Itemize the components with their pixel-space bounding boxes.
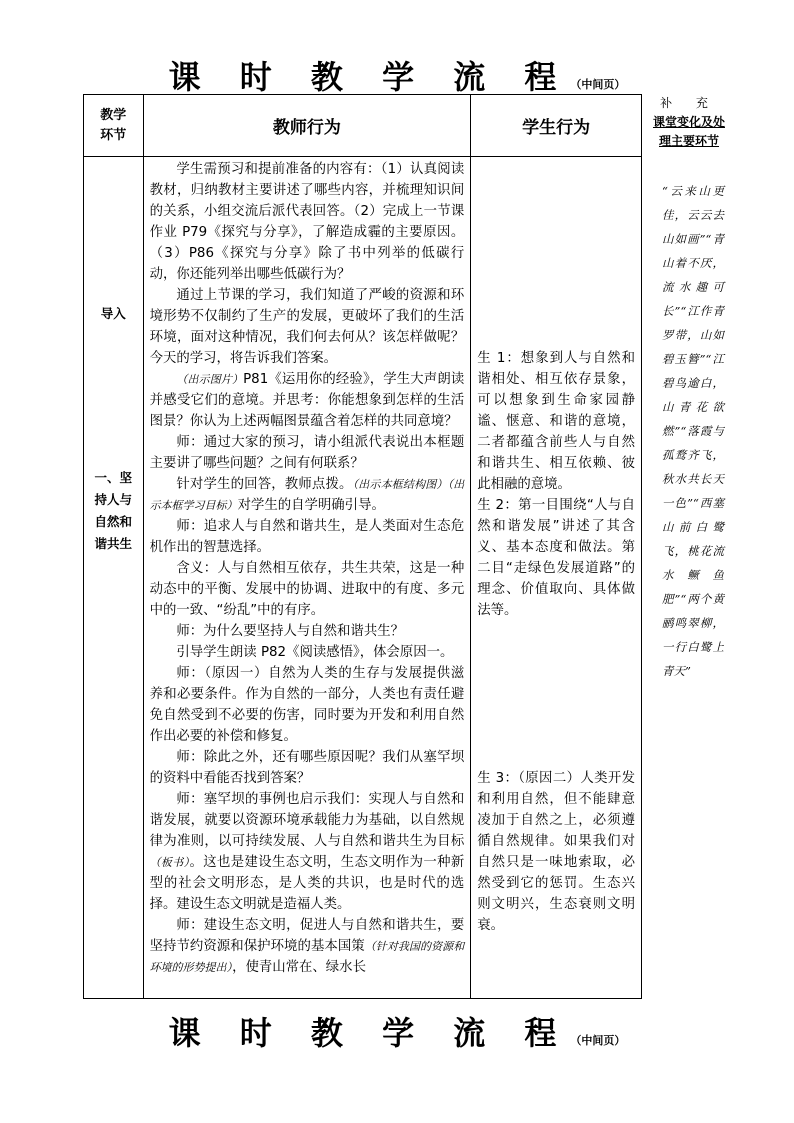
teacher-paragraph	[150, 789, 465, 915]
teacher-paragraph: 师：为什么要坚持人与自然和谐共生？	[176, 624, 404, 639]
page-title-note: （中间页）	[570, 78, 626, 91]
sidebar-heading-underlined: 课堂变化及处理主要环节	[652, 115, 725, 148]
teacher-cell	[143, 157, 471, 999]
page-title-note: （中间页）	[570, 1034, 626, 1047]
teacher-text: P81《运用你的经验》，学生大声朗读并感受它们的意境。并思考：你能想象到怎样的生活图景？你认为上述两幅图景蕴含着怎样的共同意境？	[149, 372, 465, 429]
table-header-row	[84, 95, 642, 157]
teacher-paragraph: 师：追求人与自然和谐共生，是人类面对生态危机作出的智慧选择。	[149, 519, 465, 555]
segment-cell	[84, 157, 144, 999]
teacher-paragraph	[150, 915, 465, 978]
header-student: 学生行为	[471, 95, 642, 157]
teacher-paragraph: 含义：人与自然相互依存，共生共荣，这是一种动态中的平衡、发展中的协调、进取中的有度、多元中的一致、“纷乱”中的有序。	[149, 561, 465, 618]
teacher-note: （出示本框学习目标）	[149, 478, 465, 512]
supplement-sidebar	[650, 94, 728, 683]
header-segment	[84, 95, 144, 157]
teacher-paragraph: 通过上节课的学习，我们知道了严峻的资源和环境形势不仅制约了生产的发展，更破坏了我们的生活环境，面对这种情况，我们何去何从？该怎样做呢？今天的学习，将告诉我们答案。	[149, 288, 465, 366]
teacher-paragraph: 引导学生朗读 P82《阅读感悟》，体会原因一。	[176, 645, 454, 660]
student-response-2: 生 2：第一目围绕“人与自然和谐发展”讲述了其含义、基本态度和做法。第二目“走绿色发展道路”的理念、价值取向、具体做法等。	[477, 498, 635, 618]
segment-harmony: 一、坚持人与自然和谐共生	[94, 470, 133, 551]
page-title	[0, 52, 794, 98]
segment-intro: 导入	[100, 306, 126, 321]
teacher-text: 。这也是建设生态文明，生态文明作为一种新型的社会文明形态，是人类的共识，也是时代的选择。建设生态文明就是造福人类。	[149, 855, 465, 912]
table-body-row	[84, 157, 642, 999]
student-cell	[471, 157, 642, 999]
header-teacher: 教师行为	[143, 95, 471, 157]
header-segment-label: 教学环节	[100, 107, 127, 143]
sidebar-heading-top: 补 充	[660, 96, 718, 110]
page-title-repeat	[0, 1008, 794, 1054]
lesson-flow-table	[83, 94, 642, 999]
teacher-note: （出示图片）	[176, 373, 244, 386]
page-title-main: 课 时 教 学 流 程	[168, 1014, 571, 1052]
student-response-1: 生 1：想象到人与自然和谐相处、相互依存景象，可以想象到生命家园静谧、惬意、和谐的意境，二者都蕴含前些人与自然和谐共生、相互依赖、彼此相融的意境。	[477, 351, 635, 492]
teacher-text: 师：塞罕坝的事例也启示我们：实现人与自然和谐发展，就要以资源环境承载能力为基础，以自然规律为准则，以可持续发展、人与自然和谐共生为目标	[149, 792, 465, 849]
teacher-text: 师：建设生态文明，促进人与自然和谐共生，要坚持节约资源和保护环境的基本国策	[149, 918, 465, 954]
student-response-3: 生 3：（原因二）人类开发和利用自然，但不能肆意凌加于自然之上，必须遵循自然规律。如果我们对自然只是一味地索取，必然受到它的惩罚。生态兴则文明兴，生态衰则文明衰。	[477, 771, 635, 933]
teacher-paragraph	[150, 474, 465, 516]
teacher-paragraph: 学生需预习和提前准备的内容有：（1）认真阅读教材，归纳教材主要讲述了哪些内容，并梳理知识间的关系，小组交流后派代表回答。（2）完成上一节课作业 P79《探究与分享》，了解造成霾的主要原因。（3）P86《探究与分享》除了书中列举的低碳行动，你还能列举出哪些低碳行为？	[149, 162, 465, 282]
teacher-note: （出示本框结构图）	[352, 478, 448, 491]
teacher-text: 针对学生的回答，教师点拨。	[176, 477, 353, 492]
page-title-main: 课 时 教 学 流 程	[168, 58, 571, 96]
sidebar-poem-lines: “云来山更佳，云云去山如画”“青山着不厌，流水趣可长”“江作青罗带，山如碧玉簪”“江碧鸟逾白，山青花欲燃”“落霞与孤鹜齐飞，秋水共长天一色”“西塞山前白鹭飞，桃花流水鳜鱼肥”“两个黄鹂鸣翠柳，一行白鹭上青天”	[662, 184, 724, 678]
teacher-note: （针对我国的资源和环境的形势提出）	[149, 940, 465, 974]
teacher-paragraph: 师：除此之外，还有哪些原因呢？我们从塞罕坝的资料中看能否找到答案？	[149, 750, 465, 786]
teacher-text: 对学生的自学明确引导。	[237, 498, 385, 513]
sidebar-heading	[650, 113, 728, 151]
teacher-paragraph	[150, 369, 465, 432]
teacher-note: （板书）	[149, 856, 190, 869]
teacher-paragraph: 师：（原因一）自然为人类的生存与发展提供滋养和必要条件。作为自然的一部分，人类也有责任避免自然受到不必要的伤害，同时要为开发和利用自然作出必要的补偿和修复。	[149, 666, 465, 744]
teacher-text: ，使青山常在、绿水长	[232, 960, 366, 975]
teacher-paragraph: 师：通过大家的预习，请小组派代表说出本框题主要讲了哪些问题？之间有何联系？	[149, 435, 465, 471]
